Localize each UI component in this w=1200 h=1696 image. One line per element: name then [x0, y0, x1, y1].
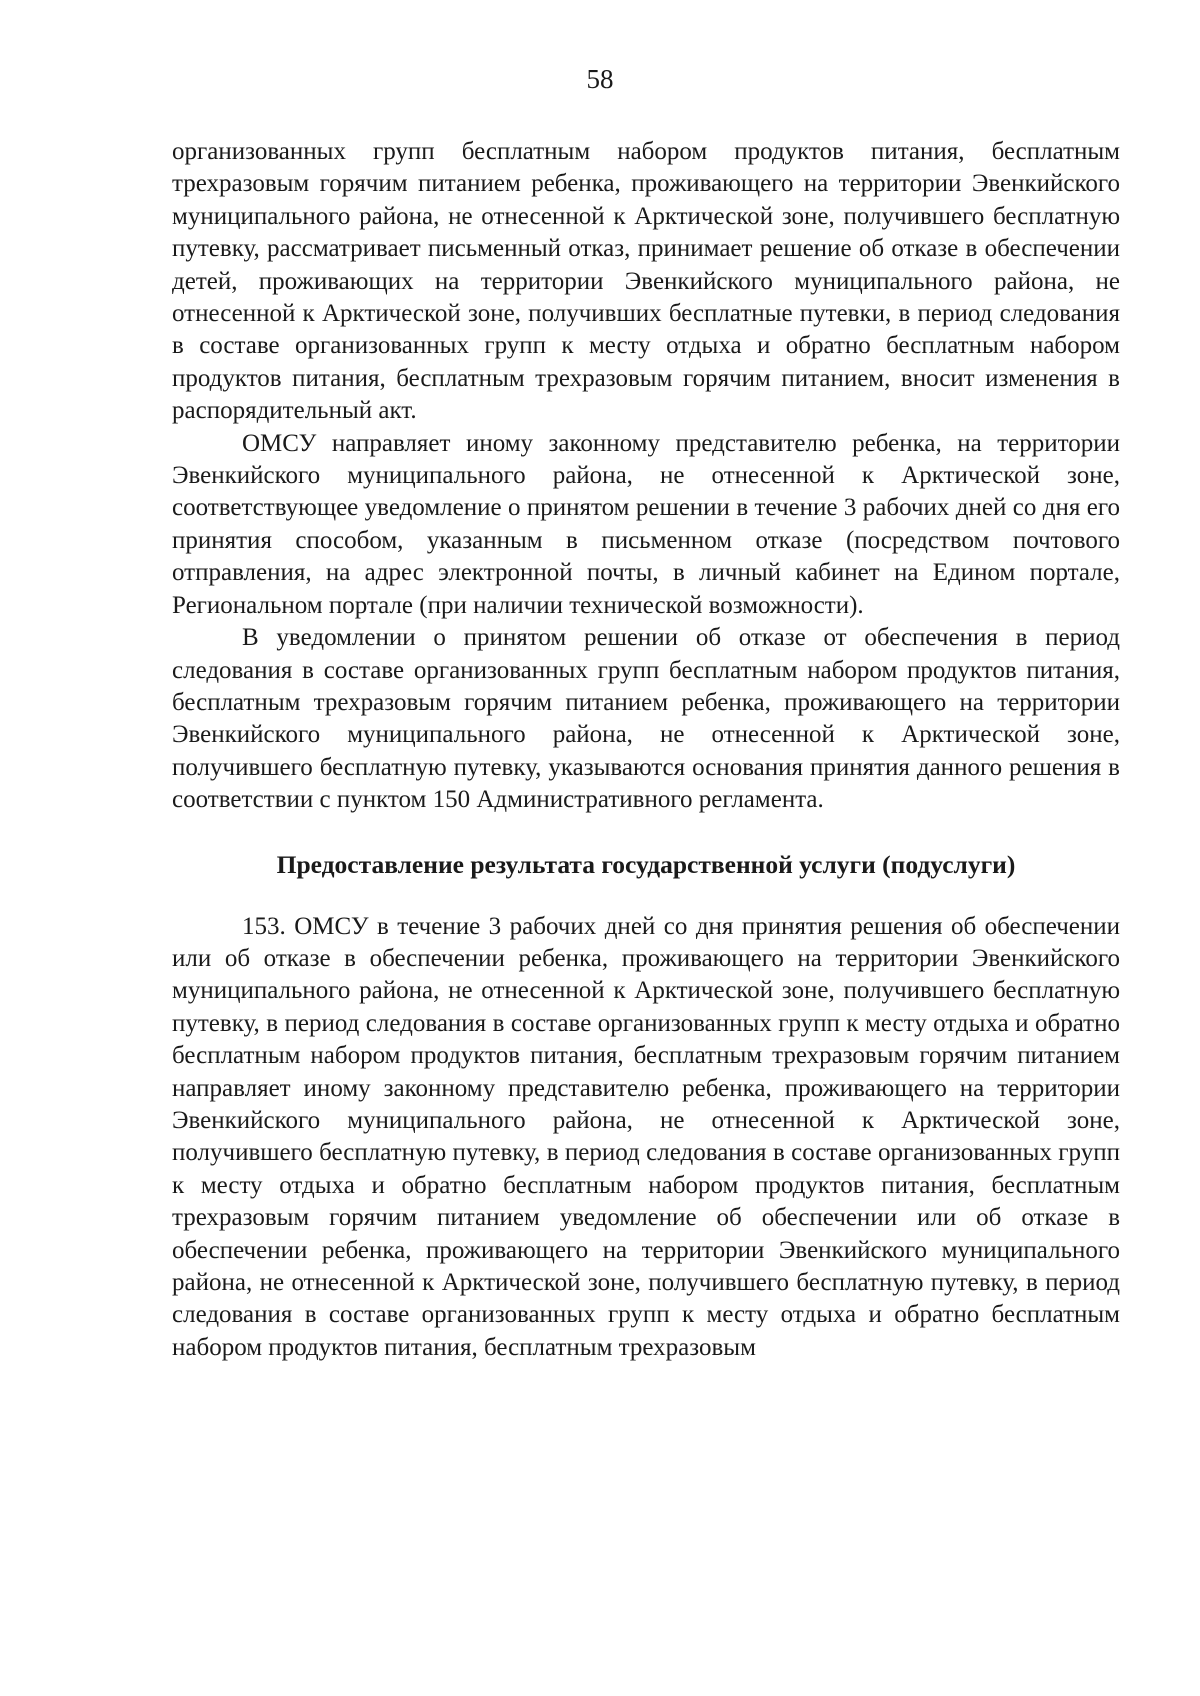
document-body	[172, 136, 1120, 1364]
paragraph-continuation: организованных групп бесплатным набором продуктов питания, бесплатным трехразовым горячим питанием ребенка, проживающего на территории Эвенкийского муниципального района, не отнесенной к Арктической зоне, получившего бесплатную путевку, рассматривает письменный отказ, принимает решение об отказе в обеспечении детей, проживающих на территории Эвенкийского муниципального района, не отнесенной к Арктической зоне, получивших бесплатные путевки, в период следования в составе организованных групп к месту отдыха и обратно бесплатным набором продуктов питания, бесплатным трехразовым горячим питанием, вносит изменения в распорядительный акт.	[172, 138, 1120, 425]
section-heading: Предоставление результата государственной услуги (подуслуги)	[276, 849, 1016, 879]
paragraph-refusal-grounds: В уведомлении о принятом решении об отказе от обеспечения в период следования в составе организованных групп бесплатным набором продуктов питания, бесплатным трехразовым горячим питанием ребенка, проживающего на территории Эвенкийского муниципального района, не отнесенной к Арктической зоне, получившего бесплатную путевку, указываются основания принятия данного решения в соответствии с пунктом 150 Административного регламента.	[172, 624, 1120, 814]
page-number: 58	[586, 64, 614, 94]
paragraph-omsu-notification: ОМСУ направляет иному законному представителю ребенка, на территории Эвенкийского муниципального района, не отнесенной к Арктической зоне, соответствующее уведомление о принятом решении в течение 3 рабочих дней со дня его принятия способом, указанным в письменном отказе (посредством почтового отправления, на адрес электронной почты, в личный кабинет на Едином портале, Региональном портале (при наличии технической возможности).	[172, 429, 1120, 619]
paragraph-153: 153. ОМСУ в течение 3 рабочих дней со дня принятия решения об обеспечении или об отказе в обеспечении ребенка, проживающего на территории Эвенкийского муниципального района, не отнесенной к Арктической зоне, получившего бесплатную путевку, в период следования в составе организованных групп к месту отдыха и обратно бесплатным набором продуктов питания, бесплатным трехразовым горячим питанием направляет иному законному представителю ребенка, проживающего на территории Эвенкийского муниципального района, не отнесенной к Арктической зоне, получившего бесплатную путевку, в период следования в составе организованных групп к месту отдыха и обратно бесплатным набором продуктов питания, бесплатным трехразовым горячим питанием уведомление об обеспечении или об отказе в обеспечении ребенка, проживающего на территории Эвенкийского муниципального района, не отнесенной к Арктической зоне, получившего бесплатную путевку, в период следования в составе организованных групп к месту отдыха и обратно бесплатным набором продуктов питания, бесплатным трехразовым	[172, 912, 1120, 1361]
